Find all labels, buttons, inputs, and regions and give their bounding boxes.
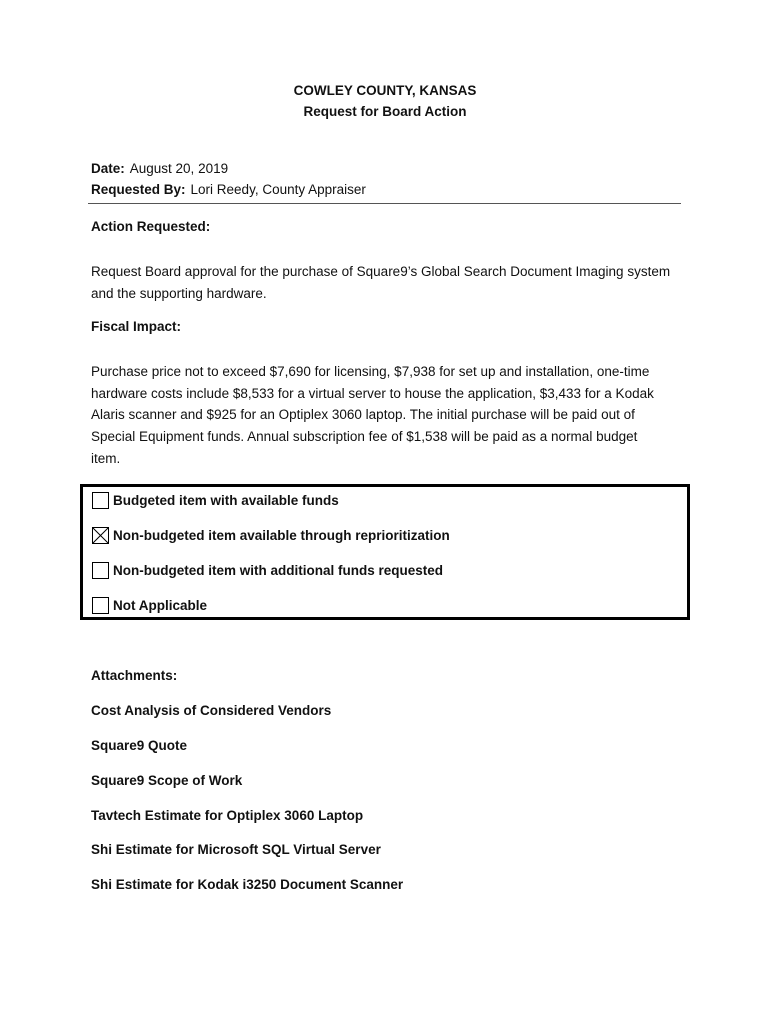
budget-options-box — [80, 484, 690, 620]
budget-option-budgeted[interactable] — [92, 492, 339, 509]
budget-option-label: Not Applicable — [113, 598, 208, 613]
fiscal-line: Alaris scanner and $925 for an Optiplex 3060 laptop. The initial purchase will be paid out of — [91, 407, 635, 423]
date-label: Date: — [91, 161, 125, 176]
checkbox-budgeted[interactable] — [92, 492, 109, 509]
requested-by-value: Lori Reedy, County Appraiser — [190, 182, 366, 197]
attachment-item: Cost Analysis of Considered Vendors — [91, 703, 332, 718]
checkmark-x-icon — [93, 528, 108, 543]
fiscal-impact-text — [91, 361, 686, 470]
header-divider — [88, 203, 681, 204]
attachment-item: Square9 Quote — [91, 738, 188, 753]
action-line: and the supporting hardware. — [91, 285, 267, 301]
fiscal-line: item. — [91, 450, 121, 466]
budget-option-reprioritization[interactable] — [92, 527, 450, 544]
action-line: Request Board approval for the purchase of Square9’s Global Search Document Imaging system — [91, 264, 671, 279]
requested-by-row — [91, 182, 366, 197]
attachment-item: Shi Estimate for Kodak i3250 Document Scanner — [91, 877, 404, 892]
fiscal-line: Purchase price not to exceed $7,690 for licensing, $7,938 for set up and installation, one-time — [91, 364, 650, 379]
attachment-item: Square9 Scope of Work — [91, 773, 243, 788]
attachment-item: Shi Estimate for Microsoft SQL Virtual Server — [91, 842, 381, 857]
budget-option-label: Non-budgeted item available through reprioritization — [113, 528, 450, 543]
budget-option-not-applicable[interactable] — [92, 597, 207, 614]
date-value: August 20, 2019 — [129, 161, 229, 176]
date-row — [91, 161, 228, 176]
budget-option-label: Non-budgeted item with additional funds requested — [113, 563, 443, 578]
attachment-item: Tavtech Estimate for Optiplex 3060 Laptop — [91, 808, 364, 823]
attachments-heading: Attachments: — [91, 668, 178, 683]
county-title: COWLEY COUNTY, KANSAS — [293, 83, 477, 98]
budget-option-additional-funds[interactable] — [92, 562, 443, 579]
budget-option-label: Budgeted item with available funds — [113, 493, 339, 508]
fiscal-impact-heading: Fiscal Impact: — [91, 319, 182, 334]
action-requested-text — [91, 261, 686, 304]
checkbox-not-applicable[interactable] — [92, 597, 109, 614]
action-requested-heading: Action Requested: — [91, 219, 211, 234]
requested-by-label: Requested By: — [91, 182, 186, 197]
fiscal-line: Special Equipment funds. Annual subscription fee of $1,538 will be paid as a normal budget — [91, 429, 638, 445]
checkbox-additional-funds[interactable] — [92, 562, 109, 579]
document-subtitle: Request for Board Action — [303, 104, 467, 119]
checkbox-reprioritization[interactable] — [92, 527, 109, 544]
fiscal-line: hardware costs include $8,533 for a virtual server to house the application, $3,433 for a Kodak — [91, 385, 654, 401]
